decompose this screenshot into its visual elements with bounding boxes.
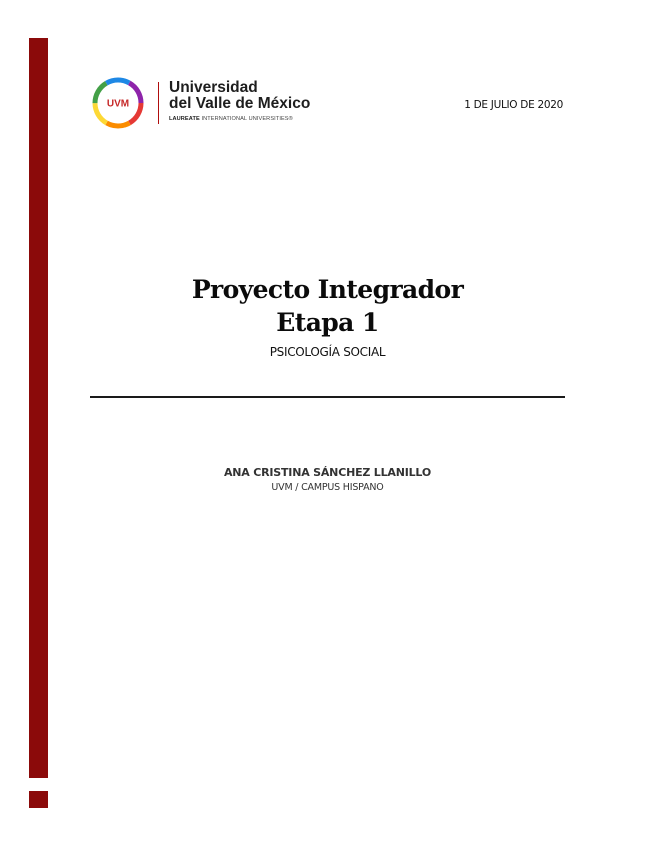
university-name — [169, 80, 310, 112]
author-block — [90, 466, 565, 493]
decorative-side-bar — [29, 38, 48, 778]
horizontal-rule — [90, 396, 565, 398]
logo-badge-text: UVM — [106, 98, 130, 110]
document-title-line2: Etapa 1 — [276, 308, 379, 337]
university-tagline — [169, 116, 293, 122]
tagline-bold: LAUREATE — [169, 116, 200, 122]
document-title-line1: Proyecto Integrador — [191, 275, 464, 304]
title-block — [90, 273, 565, 359]
author-campus: UVM / CAMPUS HISPANO — [271, 482, 384, 493]
document-date: 1 DE JULIO DE 2020 — [464, 99, 563, 111]
decorative-side-block — [29, 791, 48, 808]
tagline-rest: INTERNATIONAL UNIVERSITIES® — [201, 116, 293, 122]
document-subject: PSICOLOGÍA SOCIAL — [269, 345, 386, 359]
logo-divider — [158, 82, 159, 124]
university-name-line2: del Valle de México — [169, 95, 311, 112]
uvm-ring-logo-icon — [91, 76, 145, 130]
university-logo — [91, 76, 331, 132]
author-name: ANA CRISTINA SÁNCHEZ LLANILLO — [223, 466, 431, 479]
university-name-line1: Universidad — [169, 79, 258, 96]
